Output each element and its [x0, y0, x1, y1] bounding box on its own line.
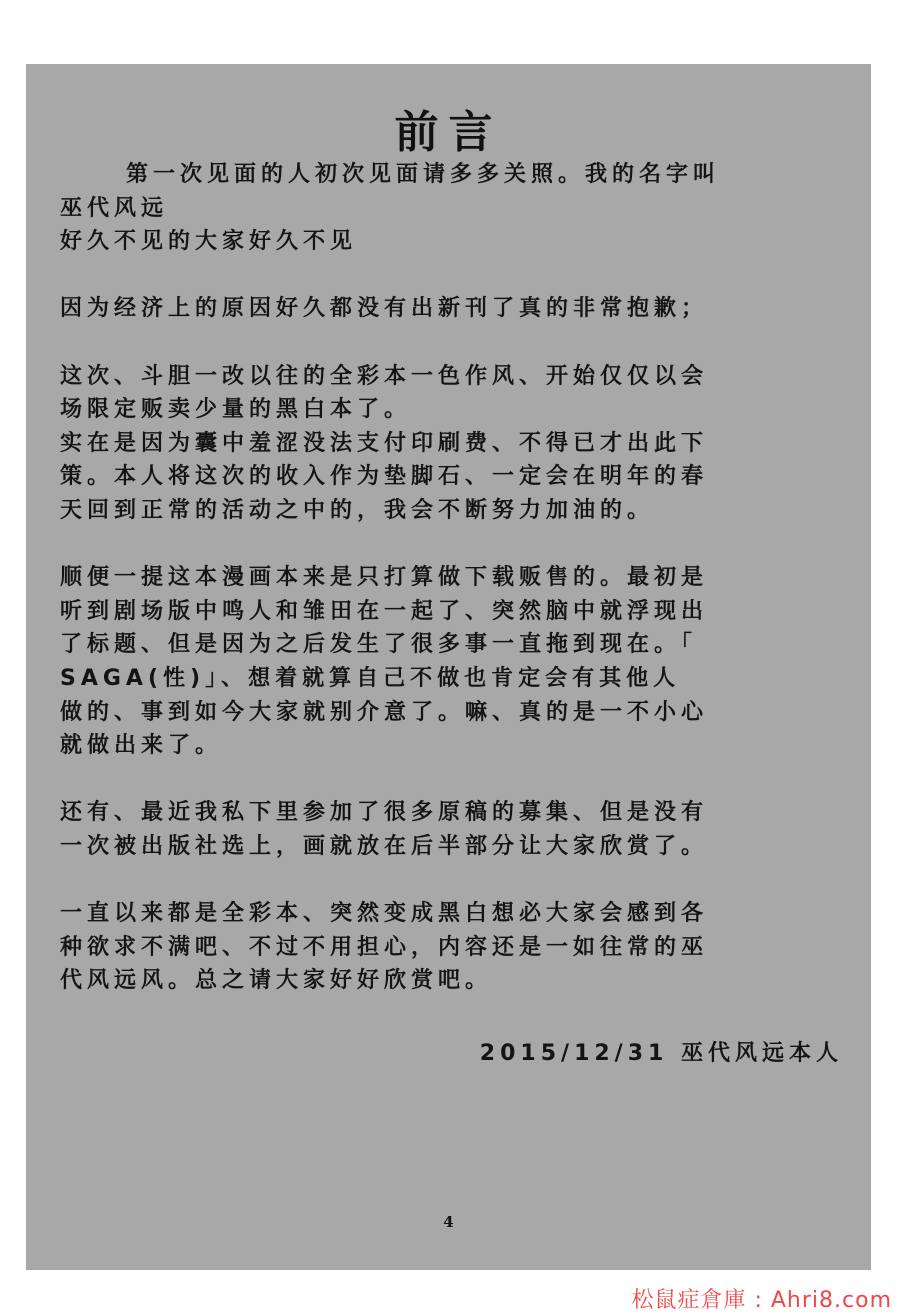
- preface-text: [60, 158, 842, 998]
- text-line: SAGA(性)」、想着就算自己不做也肯定会有其他人: [60, 665, 681, 691]
- text-line: 一次被出版社选上，画就放在后半部分让大家欣赏了。: [60, 833, 709, 859]
- text-line: 了标题、但是因为之后发生了很多事一直拖到现在。「: [60, 632, 698, 658]
- text-line: 顺便一提这本漫画本来是只打算做下载贩售的。最初是: [60, 565, 709, 591]
- signature-date: 2015/12/31 巫代风远本人: [479, 1041, 843, 1066]
- text-line: 场限定贩卖少量的黑白本了。: [60, 397, 412, 423]
- paragraph-gap: [60, 259, 842, 293]
- text-line: 这次、斗胆一改以往的全彩本一色作风、开始仅仅以会: [60, 363, 709, 389]
- text-line: 种欲求不满吧、不过不用担心，内容还是一如往常的巫: [60, 934, 709, 960]
- text-line: 一直以来都是全彩本、突然变成黑白想必大家会感到各: [60, 901, 709, 927]
- manga-page: [26, 64, 871, 1270]
- text-line: 实在是因为囊中羞涩没法支付印刷费、不得已才出此下: [60, 430, 709, 456]
- text-line: 天回到正常的活动之中的，我会不断努力加油的。: [60, 497, 655, 523]
- text-line: 听到剧场版中鸣人和雏田在一起了、突然脑中就浮现出: [60, 598, 709, 624]
- page-title: 前言: [394, 107, 503, 158]
- text-line: 就做出来了。: [60, 733, 223, 759]
- paragraph-gap: [60, 326, 842, 360]
- text-line: 策。本人将这次的收入作为垫脚石、一定会在明年的春: [60, 464, 709, 490]
- paragraph-gap: [60, 763, 842, 797]
- text-line: 好久不见的大家好久不见: [60, 229, 358, 255]
- text-line: 代风远风。总之请大家好好欣赏吧。: [60, 968, 493, 994]
- text-line: 因为经济上的原因好久都没有出新刊了真的非常抱歉；: [60, 296, 709, 322]
- paragraph-gap: [60, 863, 842, 897]
- paragraph-gap: [60, 528, 842, 562]
- text-line: 做的、事到如今大家就别介意了。嘛、真的是一不小心: [60, 699, 709, 725]
- text-line: 还有、最近我私下里参加了很多原稿的募集、但是没有: [60, 800, 709, 826]
- page-number: 4: [443, 1213, 454, 1231]
- text-line: 第一次见面的人初次见面请多多关照。我的名字叫: [126, 162, 721, 187]
- text-line: 巫代风远: [60, 195, 169, 221]
- watermark-text: 松鼠症倉庫 : Ahri8.com: [631, 1288, 892, 1313]
